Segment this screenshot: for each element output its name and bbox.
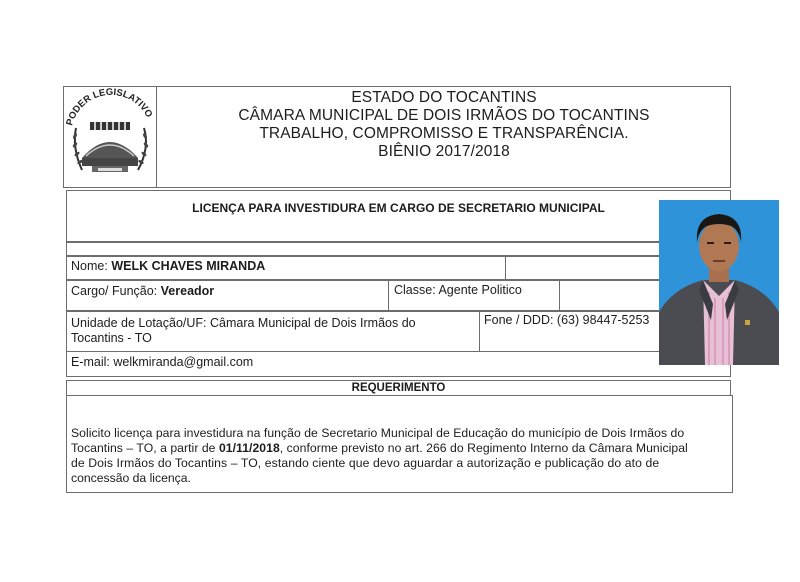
request-line-4: concessão da licença.: [71, 471, 191, 485]
header-line-motto: TRABALHO, COMPROMISSO E TRANSPARÊNCIA.: [259, 125, 629, 142]
header-line-biennium: BIÊNIO 2017/2018: [378, 143, 510, 160]
applicant-photo: [659, 200, 779, 365]
unit-line-1: Unidade de Lotação/UF: Câmara Municipal de Dois Irmãos do: [71, 316, 416, 330]
role-field: [71, 284, 214, 299]
request-line-2-end: , conforme previsto no art. 266 do Regimento Interno da Câmara Municipal: [279, 441, 688, 455]
class-field: Classe: Agente Politico: [394, 283, 522, 297]
name-value: WELK CHAVES MIRANDA: [111, 259, 266, 273]
logo-arc-text: PODER LEGISLATIVO: [64, 88, 155, 127]
phone-field: Fone / DDD: (63) 98447-5253: [484, 313, 650, 327]
header-line-state: ESTADO DO TOCANTINS: [351, 89, 537, 106]
name-field: [71, 259, 265, 274]
form-title-box: [66, 190, 731, 242]
svg-text:PODER LEGISLATIVO: [64, 88, 154, 127]
spacer-row: [66, 242, 731, 256]
form-title: LICENÇA PARA INVESTIDURA EM CARGO DE SECRETARIO MUNICIPAL: [192, 201, 605, 215]
role-value: Vereador: [160, 284, 215, 298]
request-line-3: de Dois Irmãos do Tocantins – TO, estando ciente que devo aguardar a autorização e publicação do ato de: [71, 456, 660, 470]
name-label: Nome:: [71, 259, 108, 273]
header-line-chamber: CÂMARA MUNICIPAL DE DOIS IRMÃOS DO TOCANTINS: [238, 107, 650, 124]
request-line-1: Solicito licença para investidura na função de Secretario Municipal de Educação do município de Dois Irmãos do: [71, 426, 685, 440]
request-start-date: 01/11/2018: [218, 441, 280, 455]
request-line-2: [71, 441, 688, 456]
email-field: E-mail: welkmiranda@gmail.com: [71, 355, 254, 369]
role-label: Cargo/ Função:: [71, 284, 158, 298]
request-title: REQUERIMENTO: [351, 382, 446, 394]
unit-line-2: Tocantins - TO: [71, 331, 152, 345]
chamber-logo: [64, 88, 156, 186]
request-line-2-start: Tocantins – TO, a partir de: [71, 441, 219, 455]
